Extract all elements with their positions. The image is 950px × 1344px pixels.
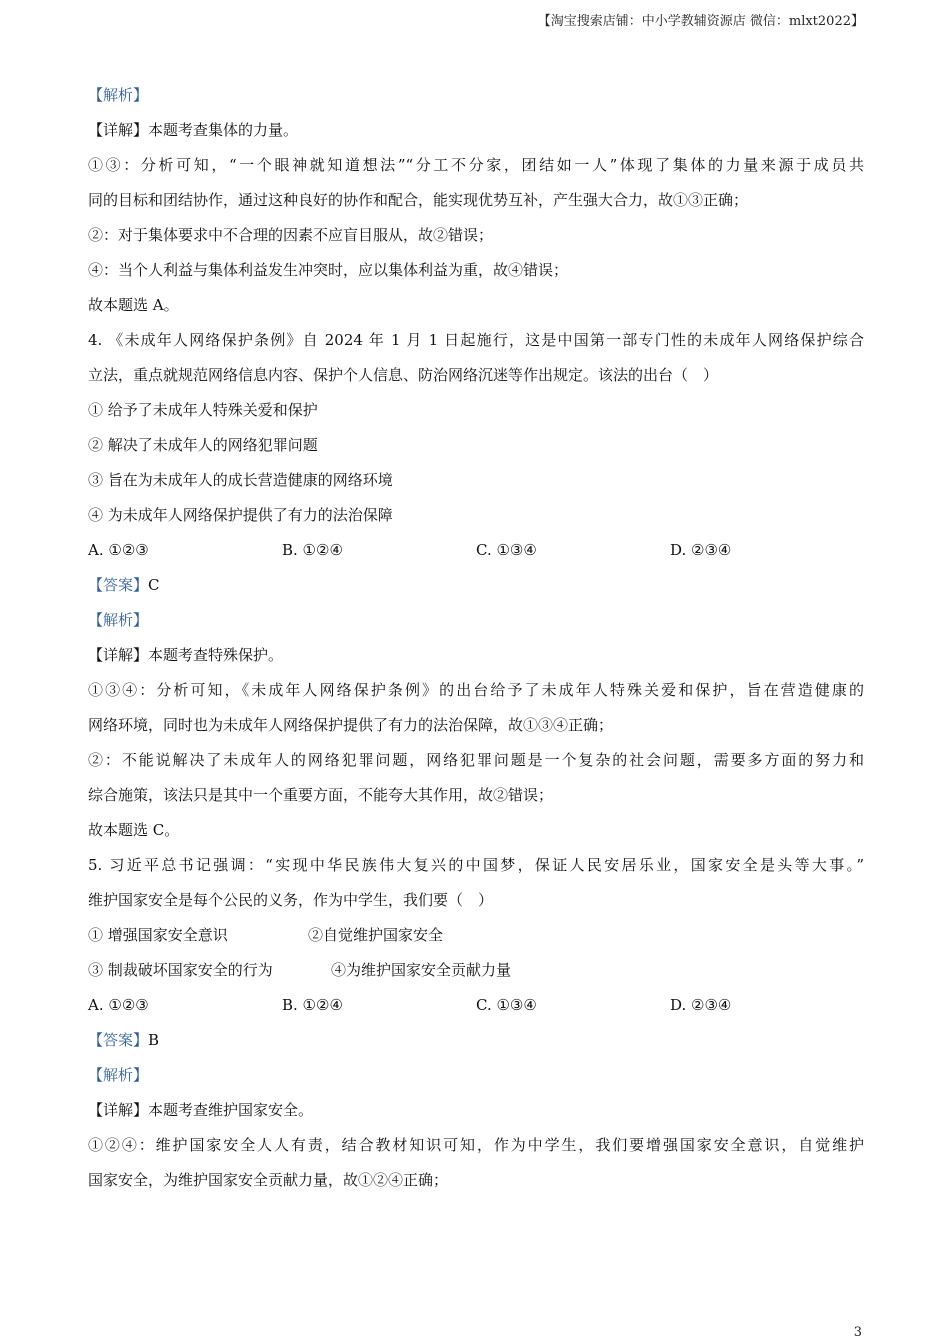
q5-item: ③ 制裁破坏国家安全的行为 [88, 961, 273, 979]
answer-value: C [148, 576, 160, 594]
q4-conclusion: 故本题选 C。 [88, 821, 180, 839]
q5-item: ① 增强国家安全意识 [88, 926, 228, 944]
q4-item: ② 解决了未成年人的网络犯罪问题 [88, 436, 318, 454]
q4-explain-line: ①③④：分析可知，《未成年人网络保护条例》的出台给予了未成年人特殊关爱和保护，旨在营造健康的 [88, 681, 864, 699]
q3-conclusion: 故本题选 A。 [88, 296, 179, 314]
q4-detail-line [88, 638, 864, 673]
detail-tag: 【详解】 [88, 1101, 149, 1119]
q4-explain-line: 综合施策，该法只是其中一个重要方面，不能夸大其作用，故②错误； [88, 786, 554, 804]
q4-item: ① 给予了未成年人特殊关爱和保护 [88, 401, 318, 419]
q3-explain-line: ②：对于集体要求中不合理的因素不应盲目服从，故②错误； [88, 226, 494, 244]
q4-answer-line [88, 568, 864, 603]
option-d: D. ②③④ [670, 541, 732, 559]
q5-detail-line [88, 1093, 864, 1128]
q3-analysis-heading: 【解析】 [88, 86, 149, 104]
option-a: A. ①②③ [88, 541, 149, 559]
option-b: B. ①②④ [282, 541, 343, 559]
option-c: C. ①③④ [476, 996, 537, 1014]
q5-stem-line: 维护国家安全是每个公民的义务，作为中学生，我们要（ ） [88, 891, 494, 909]
detail-tag: 【详解】 [88, 646, 149, 664]
answer-tag: 【答案】 [88, 1031, 149, 1049]
detail-text: 本题考查特殊保护。 [148, 646, 284, 664]
q4-options [88, 533, 864, 568]
q5-explain-line: 国家安全，为维护国家安全贡献力量，故①②④正确； [88, 1171, 449, 1189]
q4-item: ③ 旨在为未成年人的成长营造健康的网络环境 [88, 471, 393, 489]
q5-items-row [88, 918, 864, 953]
page-header: 【淘宝搜索店铺：中小学教辅资源店 微信：mlxt2022】 [537, 14, 864, 29]
q4-stem-line: 4. 《未成年人网络保护条例》自 2024 年 1 月 1 日起施行，这是中国第一部专门性的未成年人网络保护综合 [88, 331, 864, 349]
document-body [88, 78, 864, 1198]
q5-analysis-heading: 【解析】 [88, 1066, 149, 1084]
q4-stem-line: 立法，重点就规范网络信息内容、保护个人信息、防治网络沉迷等作出规定。该法的出台（ ） [88, 366, 719, 384]
q4-explain-line: ②：不能说解决了未成年人的网络犯罪问题，网络犯罪问题是一个复杂的社会问题，需要多方面的努力和 [88, 751, 864, 769]
q5-answer-line [88, 1023, 864, 1058]
q5-explain-line: ①②④：维护国家安全人人有责，结合教材知识可知，作为中学生，我们要增强国家安全意识，自觉维护 [88, 1136, 864, 1154]
q4-analysis-heading: 【解析】 [88, 611, 149, 629]
option-d: D. ②③④ [670, 996, 732, 1014]
q5-options [88, 988, 864, 1023]
q4-explain-line: 网络环境，同时也为未成年人网络保护提供了有力的法治保障，故①③④正确； [88, 716, 614, 734]
q5-item: ②自觉维护国家安全 [308, 926, 444, 944]
option-b: B. ①②④ [282, 996, 343, 1014]
detail-tag: 【详解】 [88, 121, 149, 139]
q3-detail-line [88, 113, 864, 148]
q3-explain-line: 同的目标和团结协作，通过这种良好的协作和配合，能实现优势互补，产生强大合力，故①③正确； [88, 191, 749, 209]
page-number: 3 [853, 1325, 862, 1340]
option-a: A. ①②③ [88, 996, 149, 1014]
q5-stem-line: 5. 习近平总书记强调：“实现中华民族伟大复兴的中国梦，保证人民安居乐业，国家安全是头等大事。” [88, 856, 864, 874]
option-c: C. ①③④ [476, 541, 537, 559]
detail-text: 本题考查集体的力量。 [148, 121, 299, 139]
q5-item: ④为维护国家安全贡献力量 [331, 961, 512, 979]
q4-item: ④ 为未成年人网络保护提供了有力的法治保障 [88, 506, 393, 524]
answer-tag: 【答案】 [88, 576, 149, 594]
q3-explain-line: ④：当个人利益与集体利益发生冲突时，应以集体利益为重，故④错误； [88, 261, 569, 279]
detail-text: 本题考查维护国家安全。 [148, 1101, 314, 1119]
q3-explain-line: ①③：分析可知，“一个眼神就知道想法”“分工不分家，团结如一人”体现了集体的力量来源于成员共 [88, 156, 864, 174]
answer-value: B [148, 1031, 160, 1049]
q5-items-row [88, 953, 864, 988]
